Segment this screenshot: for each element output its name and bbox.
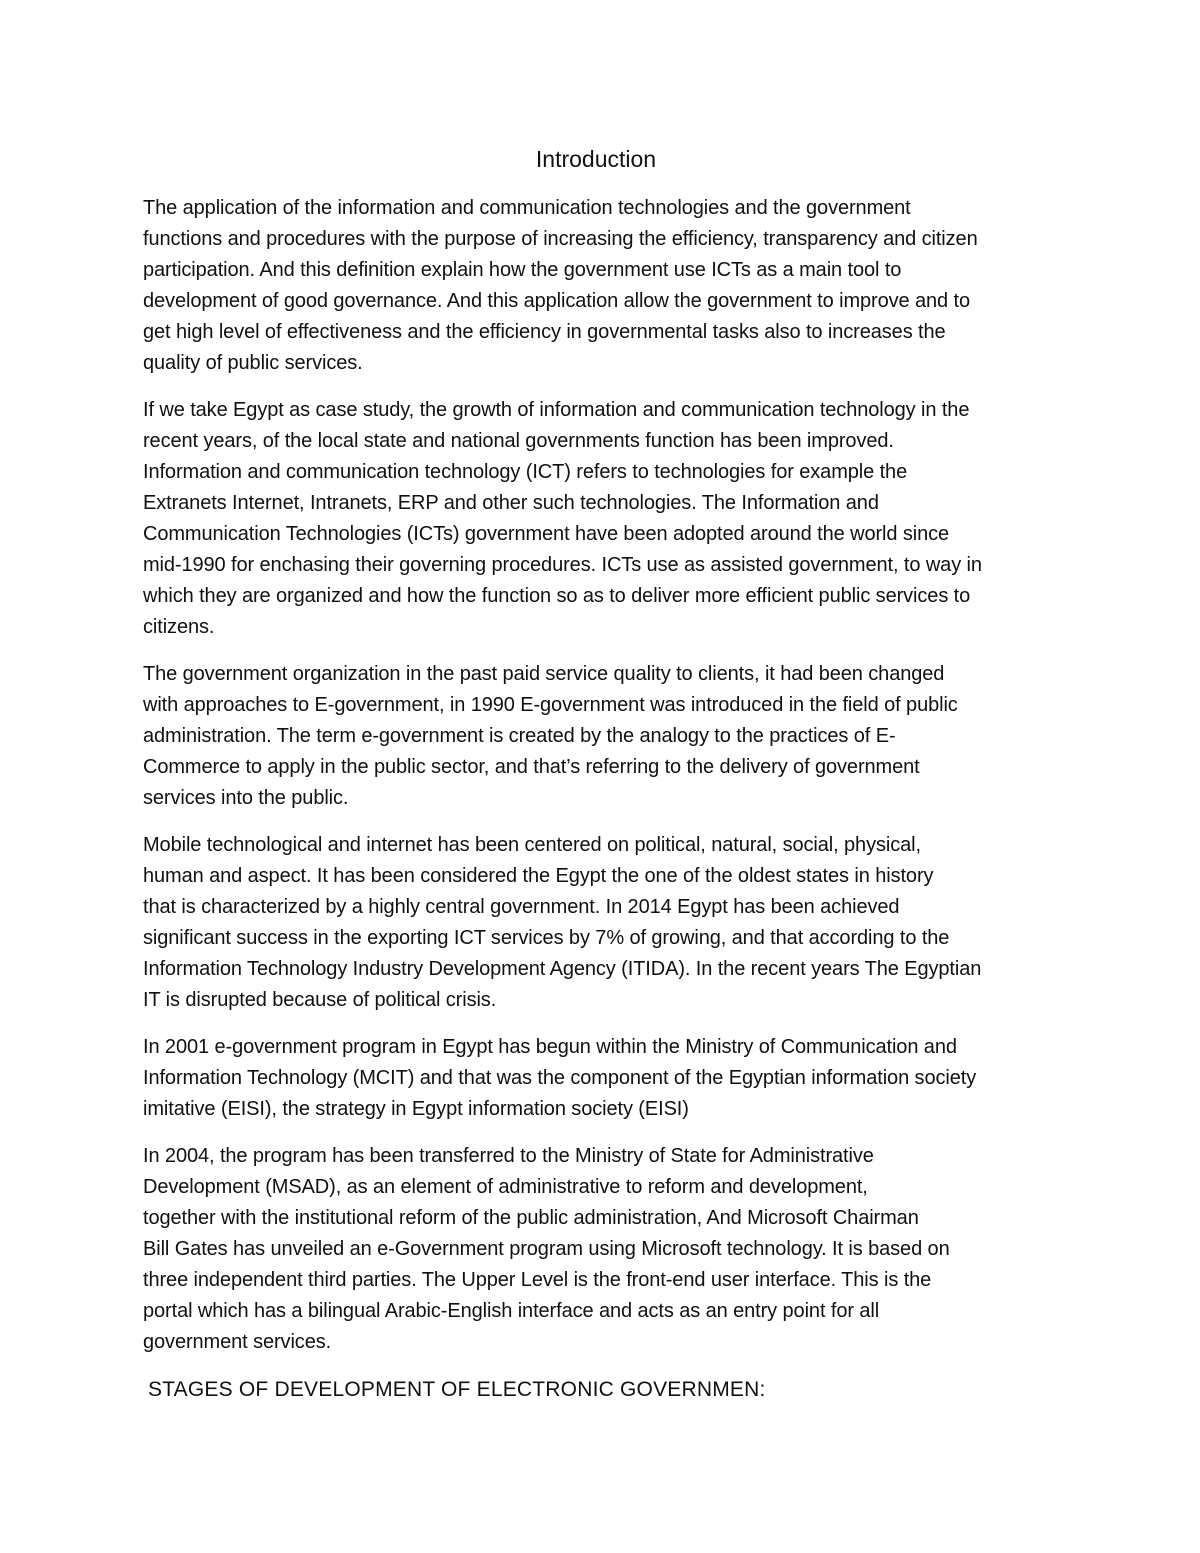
paragraph-egypt-case-study: If we take Egypt as case study, the growth of information and communication technology in the recent years, of the local state and national governments function has been improved. Information and communication technology (ICT) refers to technologies for example the Extranets Internet, Intranets, ERP and other such technologies. The Information and Communication Technologies (ICTs) government have been adopted around the world since mid-1990 for enchasing their governing procedures. ICTs use as assisted government, to way in which they are organized and how the function so as to deliver more efficient public services to citizens. [143,399,982,638]
section-heading: STAGES OF DEVELOPMENT OF ELECTRONIC GOVERNMEN: [148,1378,766,1401]
paragraph-2004-program: In 2004, the program has been transferred to the Ministry of State for Administrative Development (MSAD), as an element of administrative to reform and development, together with the institutional reform of the public administration, And Microsoft Chairman Bill Gates has unveiled an e-Government program using Microsoft technology. It is based on three independent third parties. The Upper Level is the front-end user interface. This is the portal which has a bilingual Arabic-English interface and acts as an entry point for all government services. [143,1145,950,1353]
paragraph-government-organization: The government organization in the past paid service quality to clients, it had been changed with approaches to E-government, in 1990 E-government was introduced in the field of public administration. The term e-government is created by the analogy to the practices of E- Commerce to apply in the public sector, and that’s referring to the delivery of government services into the public. [143,663,958,809]
paragraph-definition: The application of the information and communication technologies and the government functions and procedures with the purpose of increasing the efficiency, transparency and citizen participation. And this definition explain how the government use ICTs as a main tool to development of good governance. And this application allow the government to improve and to get high level of effectiveness and the efficiency in governmental tasks also to increases the quality of public services. [143,197,978,374]
paragraph-mobile-technology: Mobile technological and internet has been centered on political, natural, social, physical, human and aspect. It has been considered the Egypt the one of the oldest states in history that is characterized by a highly central government. In 2014 Egypt has been achieved significant success in the exporting ICT services by 7% of growing, and that according to the Information Technology Industry Development Agency (ITIDA). In the recent years The Egyptian IT is disrupted because of political crisis. [143,834,982,1011]
paragraph-2001-program: In 2001 e-government program in Egypt has begun within the Ministry of Communication and Information Technology (MCIT) and that was the component of the Egyptian information society imitative (EISI), the strategy in Egypt information society (EISI) [143,1036,977,1120]
document-body [143,193,1068,1406]
page-title: Introduction [535,146,657,172]
